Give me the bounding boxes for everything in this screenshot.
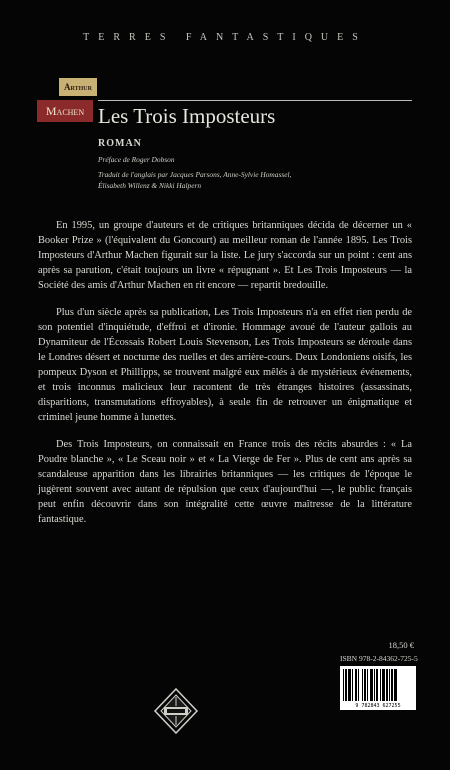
author-last-name: Machen bbox=[37, 100, 93, 122]
blurb-paragraph-1: En 1995, un groupe d'auteurs et de critiques britanniques décida de décerner un « Booker Prize » (l'équivalent du Goncourt) au meilleur roman de l'année 1895. Les Trois Imposteurs d'Arthur Machen figurait sur la liste. Le jury s'accorda sur un point : cent ans après sa parution, c'était toujours un livre « répugnant ». Et Les Trois Imposteurs — la Société des amis d'Arthur Machen en rit encore — repartit bredouille. bbox=[38, 220, 412, 291]
collection-name: TERRES FANTASTIQUES bbox=[83, 32, 367, 43]
title-rule bbox=[98, 100, 412, 101]
author-first-name: Arthur bbox=[59, 78, 97, 96]
price-label: 18,50 € bbox=[388, 640, 414, 650]
barcode-bars bbox=[343, 669, 413, 701]
book-title: Les Trois Imposteurs bbox=[98, 104, 276, 128]
author-logo bbox=[37, 78, 93, 122]
genre-label: ROMAN bbox=[98, 138, 142, 149]
blurb-paragraph-2: Plus d'un siècle après sa publication, Les Trois Imposteurs n'a en effet rien perdu de son potentiel d'inquiétude, d'effroi et d'ironie. Hommage avoué de l'auteur gallois au Dynamiteur de l'Écossais Robert Louis Stevenson, Les Trois Imposteurs se déroule dans le Londres désert et nocturne des ruelles et des arrière-cours. Deux Londoniens oisifs, les pompeux Dyson et Phillipps, se trouvent malgré eux mêlés à de mystérieux événements, et trois inconnus malicieux leur racontent de très étranges histoires (assassinats, disparitions, transmutations effroyables), à seule fin de retrouver un énigmatique et criminel jeune homme à lunettes. bbox=[38, 307, 412, 423]
blurb-paragraph-3: Des Trois Imposteurs, on connaissait en France trois des récits absurdes : « La Poudre blanche », « Le Sceau noir » et « La Vierge de Fer ». Plus de cent ans après sa scandaleuse apparition dans les librairies britanniques — les critiques de l'époque le jugèrent souvent avec autant de répulsion que ceux d'aujourd'hui —, le public français peut enfin découvrir dans son intégralité cette œuvre maîtresse de la littérature fantastique. bbox=[38, 439, 412, 525]
barcode bbox=[340, 666, 416, 710]
barcode-digits: 9 782843 627255 bbox=[355, 703, 401, 709]
translator-credit-1: Traduit de l'anglais par Jacques Parsons, Anne-Sylvie Homassel, bbox=[98, 170, 292, 179]
blurb bbox=[38, 218, 412, 539]
isbn-label: ISBN 978-2-84362-725-5 bbox=[340, 654, 418, 663]
preface-credit: Préface de Roger Dobson bbox=[98, 155, 175, 164]
translator-credit-2: Élisabeth Willenz & Nikki Halpern bbox=[98, 181, 202, 190]
publisher-emblem-icon bbox=[152, 687, 200, 735]
